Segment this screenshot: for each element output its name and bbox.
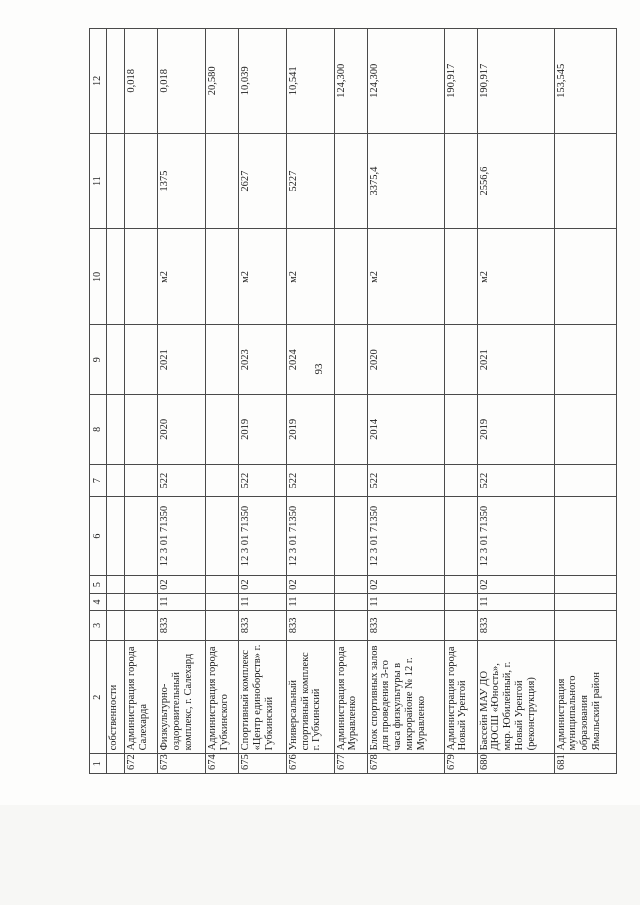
cell-grbs: 833 xyxy=(367,610,444,640)
column-header-10: 10 xyxy=(90,229,107,325)
cell-section: 11 xyxy=(477,594,554,610)
cell-end-year: 2021 xyxy=(477,325,554,395)
cell-subsection: 02 xyxy=(367,575,444,594)
table-row xyxy=(334,29,367,774)
column-header-8: 8 xyxy=(90,395,107,465)
cell-target-article: 12 3 01 71350 xyxy=(158,497,206,575)
column-header-5: 5 xyxy=(90,575,107,594)
column-header-4: 4 xyxy=(90,594,107,610)
cell-target-article: 12 3 01 71350 xyxy=(367,497,444,575)
cell-grbs: 833 xyxy=(477,610,554,640)
cell-section xyxy=(125,594,158,610)
cell-start-year: 2014 xyxy=(367,395,444,465)
cell-expense-type: 522 xyxy=(367,464,444,497)
cell-subsection xyxy=(125,575,158,594)
cell-target-article xyxy=(107,497,125,575)
table-row xyxy=(554,29,616,774)
cell-unit xyxy=(107,229,125,325)
cell-target-article xyxy=(125,497,158,575)
cell-expense-type xyxy=(206,464,239,497)
cell-amount: 190,917 xyxy=(477,29,554,134)
row-name: Администрация города Салехарда xyxy=(125,641,158,754)
cell-start-year xyxy=(554,395,616,465)
cell-unit xyxy=(334,229,367,325)
cell-expense-type xyxy=(107,464,125,497)
row-number: 675 xyxy=(239,754,287,774)
cell-subsection xyxy=(107,575,125,594)
row-number: 681 xyxy=(554,754,616,774)
cell-start-year: 2019 xyxy=(239,395,287,465)
cell-capacity: 3375,4 xyxy=(367,133,444,229)
table-row xyxy=(107,29,125,774)
cell-capacity xyxy=(125,133,158,229)
row-number: 679 xyxy=(444,754,477,774)
cell-grbs: 833 xyxy=(239,610,287,640)
row-number: 674 xyxy=(206,754,239,774)
cell-subsection: 02 xyxy=(477,575,554,594)
column-header-11: 11 xyxy=(90,133,107,229)
cell-subsection: 02 xyxy=(158,575,206,594)
cell-target-article: 12 3 01 71350 xyxy=(239,497,287,575)
cell-target-article xyxy=(334,497,367,575)
cell-start-year xyxy=(334,395,367,465)
row-name: Спортивный комплекс «Центр единоборств» г. Губкинский xyxy=(239,641,287,754)
cell-unit: м2 xyxy=(367,229,444,325)
cell-start-year: 2019 xyxy=(477,395,554,465)
cell-capacity xyxy=(554,133,616,229)
table-row xyxy=(367,29,444,774)
table-row xyxy=(444,29,477,774)
cell-expense-type: 522 xyxy=(158,464,206,497)
table-row xyxy=(286,29,334,774)
cell-target-article: 12 3 01 71350 xyxy=(477,497,554,575)
cell-start-year xyxy=(125,395,158,465)
row-name: Блок спортивных залов для проведения 3-го часа физкультуры в микрорайоне № 12 г. Муравленко xyxy=(367,641,444,754)
page-number: 93 xyxy=(313,363,325,375)
cell-start-year: 2020 xyxy=(158,395,206,465)
cell-end-year: 2024 xyxy=(286,325,334,395)
row-number: 677 xyxy=(334,754,367,774)
cell-section: 11 xyxy=(367,594,444,610)
column-header-7: 7 xyxy=(90,464,107,497)
cell-section xyxy=(107,594,125,610)
cell-grbs: 833 xyxy=(286,610,334,640)
cell-end-year xyxy=(206,325,239,395)
cell-section xyxy=(334,594,367,610)
cell-subsection xyxy=(206,575,239,594)
cell-end-year xyxy=(125,325,158,395)
cell-amount: 0,018 xyxy=(125,29,158,134)
cell-end-year: 2020 xyxy=(367,325,444,395)
cell-subsection xyxy=(554,575,616,594)
cell-grbs xyxy=(206,610,239,640)
cell-section: 11 xyxy=(158,594,206,610)
column-header-12: 12 xyxy=(90,29,107,134)
cell-section: 11 xyxy=(239,594,287,610)
cell-capacity xyxy=(206,133,239,229)
cell-capacity xyxy=(334,133,367,229)
cell-end-year xyxy=(554,325,616,395)
cell-expense-type: 522 xyxy=(477,464,554,497)
cell-section xyxy=(206,594,239,610)
cell-amount: 124,300 xyxy=(367,29,444,134)
cell-start-year xyxy=(206,395,239,465)
row-name: Администрация города Новый Уренгой xyxy=(444,641,477,754)
table-row xyxy=(239,29,287,774)
cell-subsection xyxy=(334,575,367,594)
row-number: 673 xyxy=(158,754,206,774)
cell-grbs: 833 xyxy=(158,610,206,640)
table-row xyxy=(125,29,158,774)
cell-end-year xyxy=(107,325,125,395)
cell-target-article xyxy=(206,497,239,575)
row-number: 680 xyxy=(477,754,554,774)
cell-grbs xyxy=(125,610,158,640)
cell-subsection xyxy=(444,575,477,594)
cell-amount: 153,545 xyxy=(554,29,616,134)
cell-section xyxy=(444,594,477,610)
cell-end-year: 2023 xyxy=(239,325,287,395)
cell-unit: м2 xyxy=(477,229,554,325)
column-header-2: 2 xyxy=(90,641,107,754)
cell-start-year xyxy=(444,395,477,465)
row-number: 678 xyxy=(367,754,444,774)
cell-unit xyxy=(206,229,239,325)
header-row xyxy=(90,29,107,774)
cell-capacity: 5227 xyxy=(286,133,334,229)
table-row xyxy=(158,29,206,774)
cell-end-year xyxy=(444,325,477,395)
cell-capacity xyxy=(107,133,125,229)
row-number: 672 xyxy=(125,754,158,774)
cell-subsection: 02 xyxy=(286,575,334,594)
cell-amount: 20,580 xyxy=(206,29,239,134)
cell-target-article xyxy=(554,497,616,575)
cell-unit: м2 xyxy=(158,229,206,325)
column-header-6: 6 xyxy=(90,497,107,575)
cell-expense-type xyxy=(444,464,477,497)
cell-end-year xyxy=(334,325,367,395)
cell-grbs xyxy=(554,610,616,640)
cell-amount: 190,917 xyxy=(444,29,477,134)
budget-table xyxy=(89,28,617,774)
row-name: Физкультурно-оздоровительный комплекс, г. Салехард xyxy=(158,641,206,754)
cell-unit: м2 xyxy=(286,229,334,325)
cell-expense-type xyxy=(554,464,616,497)
cell-amount: 10,541 xyxy=(286,29,334,134)
table-row xyxy=(477,29,554,774)
cell-unit xyxy=(125,229,158,325)
row-name: Администрация города Муравленко xyxy=(334,641,367,754)
cell-expense-type: 522 xyxy=(239,464,287,497)
row-name: Универсальный спортивный комплекс г. Губкинский xyxy=(286,641,334,754)
cell-amount: 0,018 xyxy=(158,29,206,134)
cell-amount: 10,039 xyxy=(239,29,287,134)
cell-unit: м2 xyxy=(239,229,287,325)
column-header-1: 1 xyxy=(90,754,107,774)
cell-start-year xyxy=(107,395,125,465)
column-header-9: 9 xyxy=(90,325,107,395)
row-name: Бассейн МАУ ДО ДЮСШ «Юность», мкр. Юбилейный, г. Новый Уренгой (реконструкция) xyxy=(477,641,554,754)
cell-target-article: 12 3 01 71350 xyxy=(286,497,334,575)
cell-capacity xyxy=(444,133,477,229)
cell-start-year: 2019 xyxy=(286,395,334,465)
row-name: собственности xyxy=(107,641,125,754)
cell-capacity: 2556,6 xyxy=(477,133,554,229)
cell-amount xyxy=(107,29,125,134)
cell-target-article xyxy=(444,497,477,575)
cell-section: 11 xyxy=(286,594,334,610)
cell-unit xyxy=(444,229,477,325)
cell-amount: 124,300 xyxy=(334,29,367,134)
row-number xyxy=(107,754,125,774)
cell-capacity: 1375 xyxy=(158,133,206,229)
cell-grbs xyxy=(334,610,367,640)
row-name: Администрация города Губкинского xyxy=(206,641,239,754)
table-row xyxy=(206,29,239,774)
cell-grbs xyxy=(444,610,477,640)
column-header-3: 3 xyxy=(90,610,107,640)
rotated-table-wrapper xyxy=(89,28,617,774)
cell-capacity: 2627 xyxy=(239,133,287,229)
cell-expense-type xyxy=(125,464,158,497)
cell-subsection: 02 xyxy=(239,575,287,594)
cell-end-year: 2021 xyxy=(158,325,206,395)
cell-section xyxy=(554,594,616,610)
cell-expense-type: 522 xyxy=(286,464,334,497)
cell-grbs xyxy=(107,610,125,640)
cell-unit xyxy=(554,229,616,325)
row-name: Администрация муниципального образования Ямальский район xyxy=(554,641,616,754)
row-number: 676 xyxy=(286,754,334,774)
cell-expense-type xyxy=(334,464,367,497)
